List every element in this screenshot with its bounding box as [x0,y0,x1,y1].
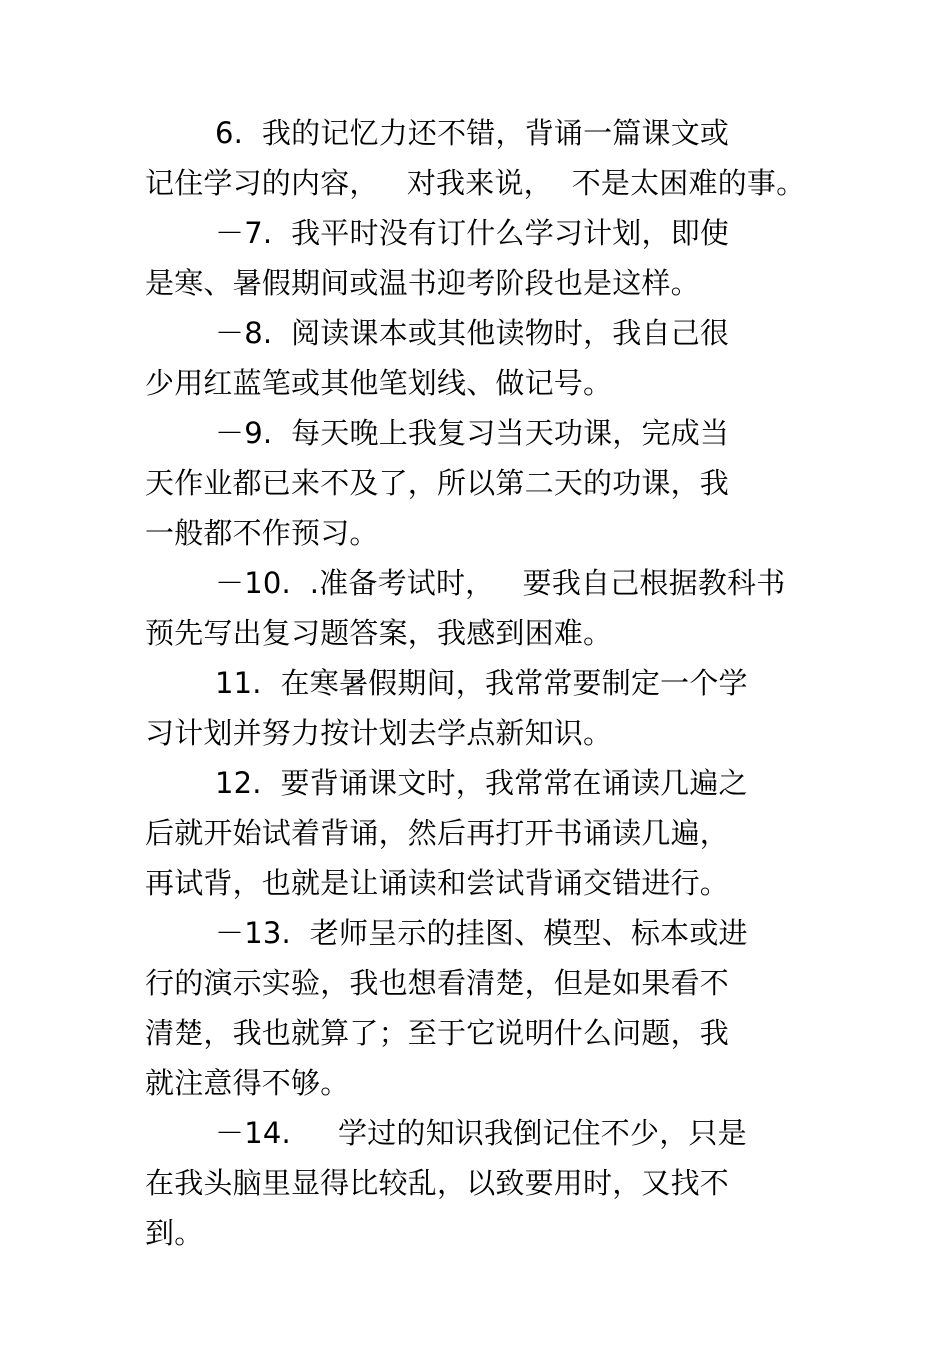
item-7-line-2: 是寒、暑假期间或温书迎考阶段也是这样。 [145,266,700,300]
item-7-line-1: －7. 我平时没有订什么学习计划，即使 [215,216,730,250]
questionnaire-item-8 [145,308,845,408]
item-11-line-1: 11. 在寒暑假期间，我常常要制定一个学 [215,666,748,700]
item-14-line-1: －14. 学过的知识我倒记住不少，只是 [215,1116,747,1150]
item-13-line-2: 行的演示实验，我也想看清楚，但是如果看不 [145,966,730,1000]
item-9-line-2: 天作业都已来不及了，所以第二天的功课，我 [145,466,730,500]
item-12-line-2: 后就开始试着背诵，然后再打开书诵读几遍， [145,816,730,850]
item-14-line-3: 到。 [145,1216,204,1250]
questionnaire-item-7 [145,208,845,308]
item-6-line-1: 6. 我的记忆力还不错，背诵一篇课文或 [215,116,730,150]
item-13-line-3: 清楚，我也就算了；至于它说明什么问题，我 [145,1016,730,1050]
item-12-line-3: 再试背，也就是让诵读和尝试背诵交错进行。 [145,866,730,900]
item-13-line-4: 就注意得不够。 [145,1066,350,1100]
item-6-line-2: 记住学习的内容， 对我来说， 不是太困难的事。 [145,166,806,200]
questionnaire-item-6 [145,108,845,208]
item-9-line-1: －9. 每天晚上我复习当天功课，完成当 [215,416,730,450]
questionnaire-item-10 [145,558,845,658]
questionnaire-item-9 [145,408,845,558]
item-8-line-2: 少用红蓝笔或其他笔划线、做记号。 [145,366,613,400]
item-9-line-3: 一般都不作预习。 [145,516,379,550]
item-8-line-1: －8. 阅读课本或其他读物时，我自己很 [215,316,730,350]
item-14-line-2: 在我头脑里显得比较乱，以致要用时，又找不 [145,1166,730,1200]
item-13-line-1: －13. 老师呈示的挂图、模型、标本或进 [215,916,748,950]
item-10-line-1: －10. .准备考试时， 要我自己根据教科书 [215,566,786,600]
item-10-line-2: 预先写出复习题答案，我感到困难。 [145,616,613,650]
item-11-line-2: 习计划并努力按计划去学点新知识。 [145,716,613,750]
questionnaire-item-14 [145,1108,845,1258]
questionnaire-item-12 [145,758,845,908]
questionnaire-item-13 [145,908,845,1108]
questionnaire-item-11 [145,658,845,758]
item-12-line-1: 12. 要背诵课文时，我常常在诵读几遍之 [215,766,748,800]
document-body [145,108,845,1258]
